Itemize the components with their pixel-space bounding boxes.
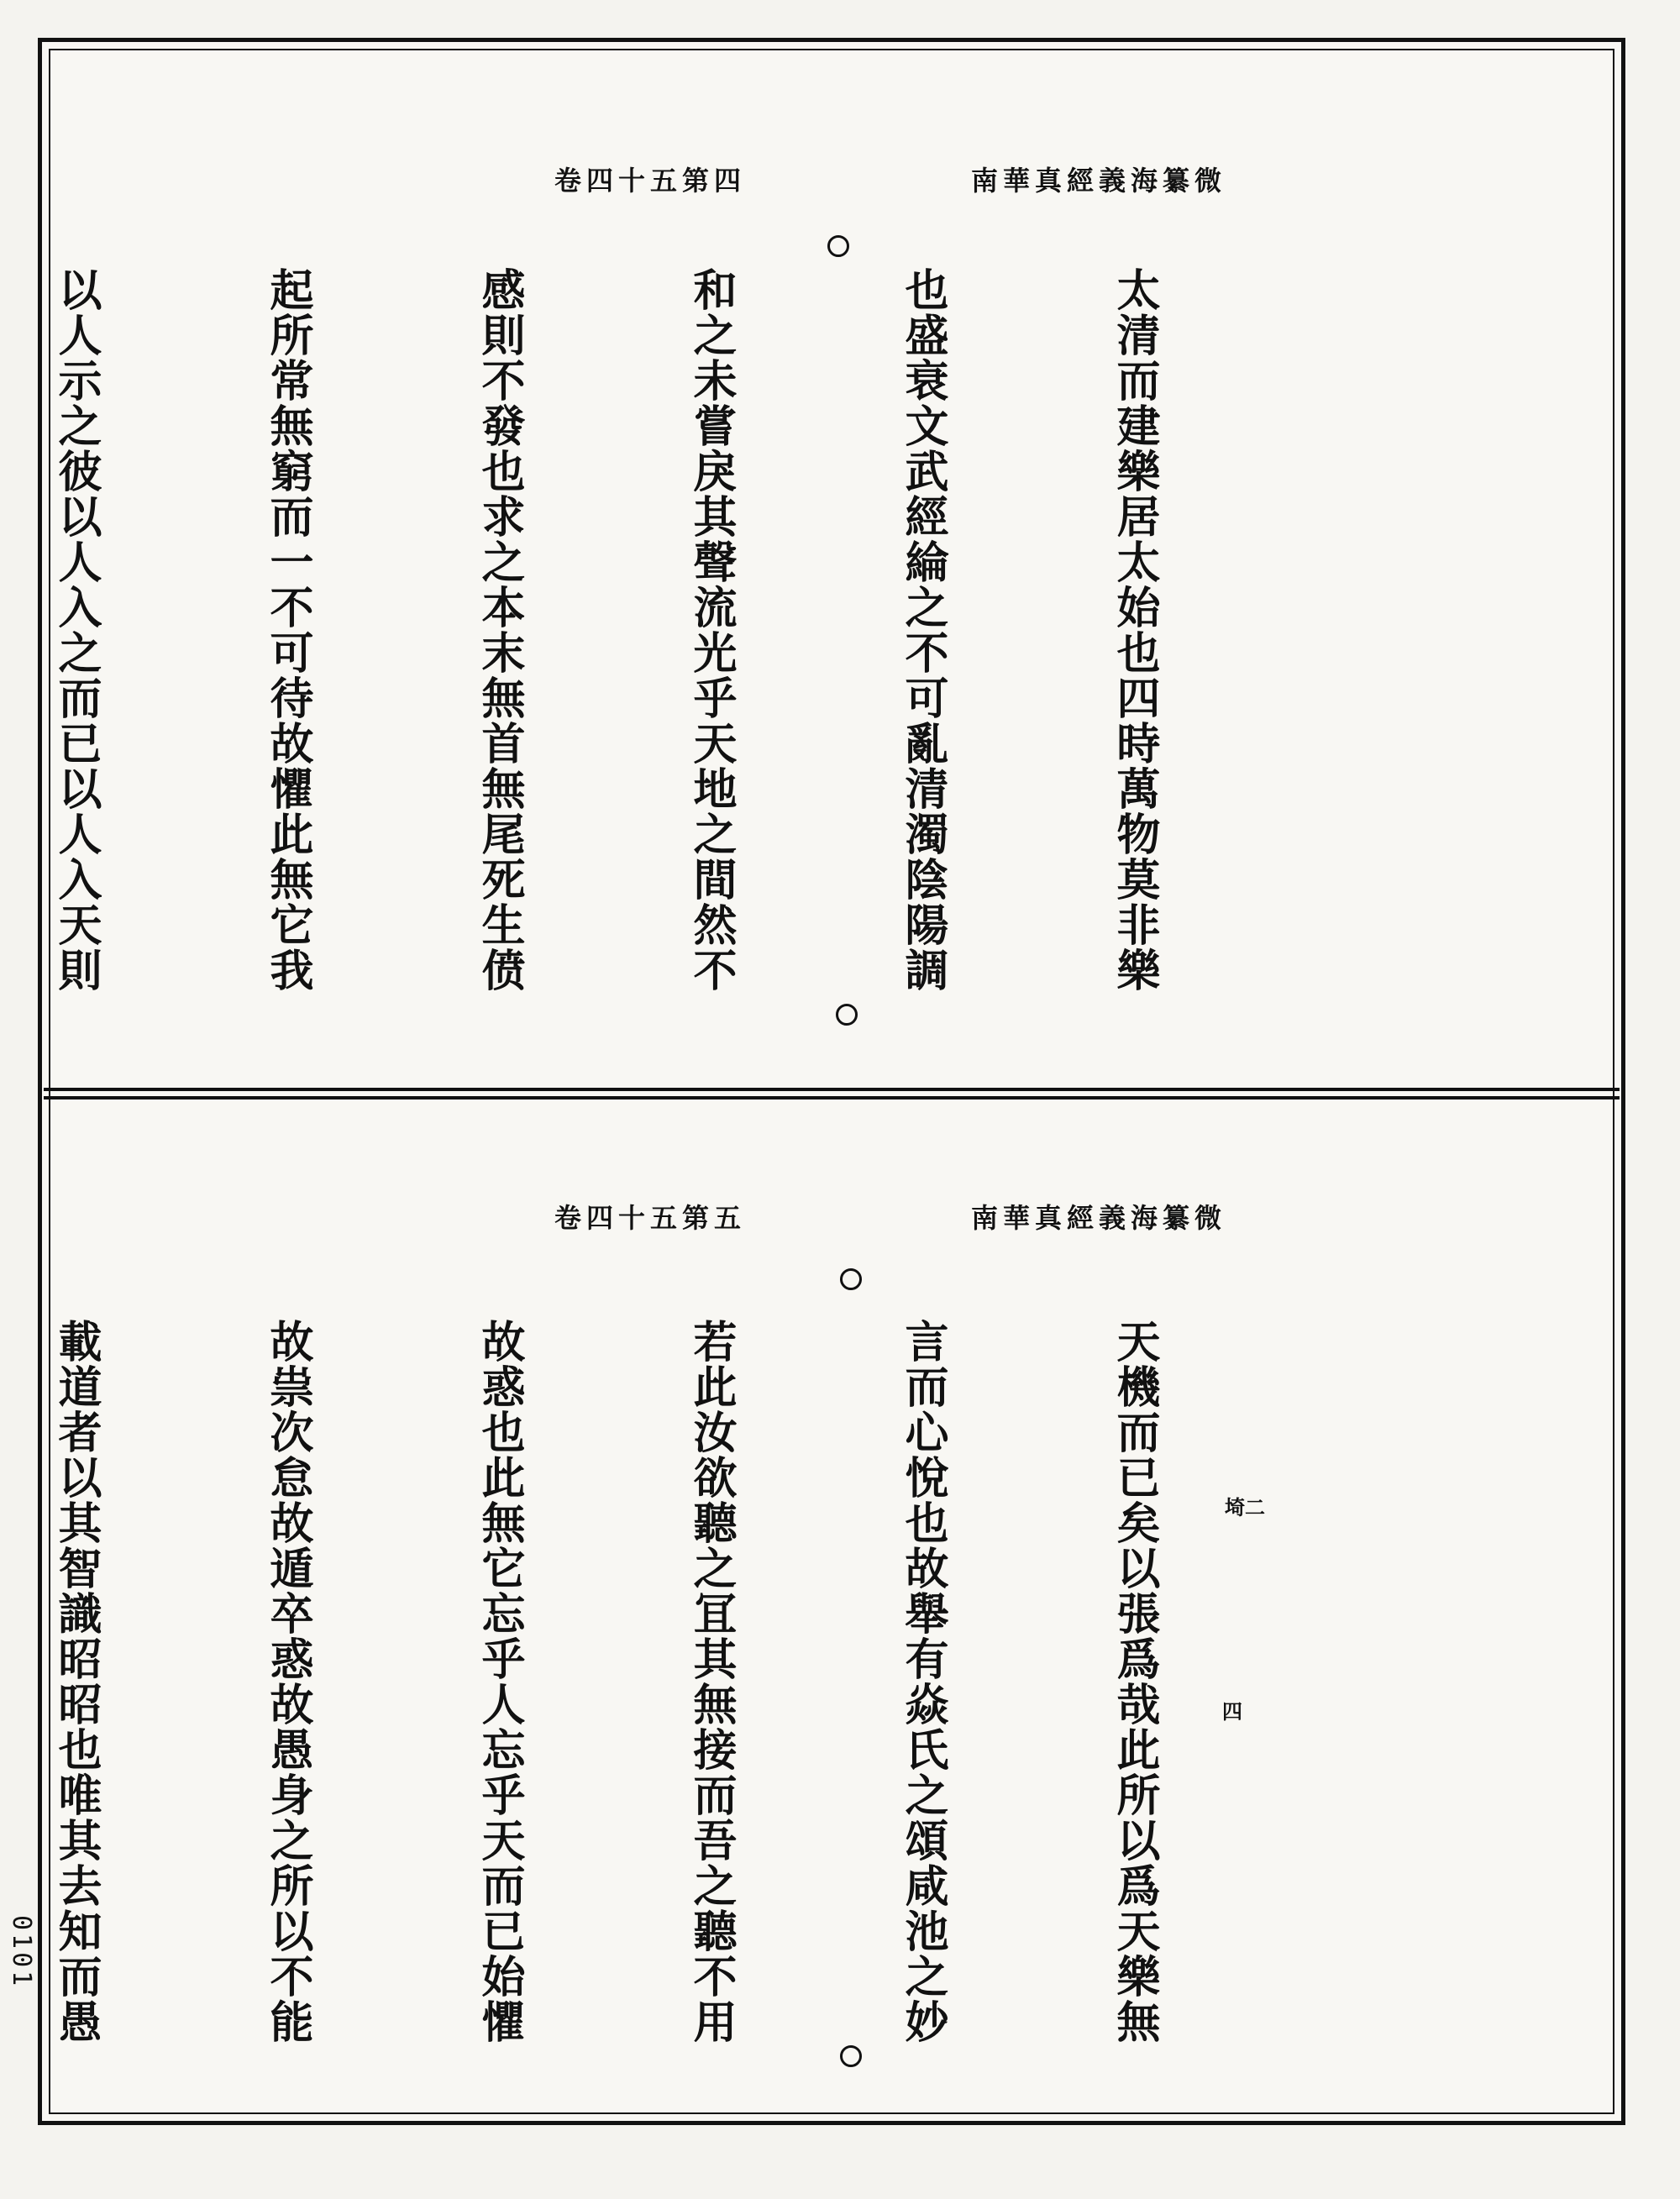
text-column: 和之未嘗戾其聲流光乎天地之間然不 [685,267,737,993]
margin-note: 四 [1222,1699,1242,1724]
text-column: 故祟次怠故遁卒惑故愚身之所以不能 [262,1319,313,2044]
text-column: 故惑也此無它忘乎人忘乎天而已始懼 [474,1319,525,2044]
text-column: 載道者以其智識昭昭也唯其去知而愚 [50,1319,102,2044]
text-column: 起所常無窮而一不可待故懼此無它我 [262,267,313,993]
text-column: 言而心悅也故舉有焱氏之頌咸池之妙 [897,1319,948,2044]
margin-note: 埼二 [1225,1495,1265,1519]
top-page-text [0,267,1310,1065]
text-column: 天機而已矣以張爲哉此所以爲天樂無 [1109,1319,1160,2044]
text-column: 太清而建樂居太始也四時萬物莫非樂 [1109,267,1160,993]
section-circle-mark [827,235,849,257]
text-column: 也盛衰文武經綸之不可亂清濁陰陽調 [897,267,948,993]
page-side-code: 0101 [7,1915,36,1990]
text-column: 以人示之彼以人入之而已以人入天則 [50,267,102,993]
bottom-volume-label: 卷四十五第五 [554,1202,747,1234]
page-divider [44,1088,1620,1100]
text-column: 若此汝欲聽之冝其無接而吾之聽不用 [685,1319,737,2044]
top-page-header [554,155,1226,202]
top-book-title: 南華真經義海纂微 [970,165,1226,197]
text-column: 感則不發也求之本末無首無尾死生偾 [474,267,525,993]
top-volume-label: 卷四十五第四 [554,165,747,197]
bottom-book-title: 南華真經義海纂微 [970,1202,1226,1234]
bottom-page-header [554,1193,1226,1240]
bottom-page-text [0,1319,1310,2117]
section-circle-mark [840,1268,862,1290]
